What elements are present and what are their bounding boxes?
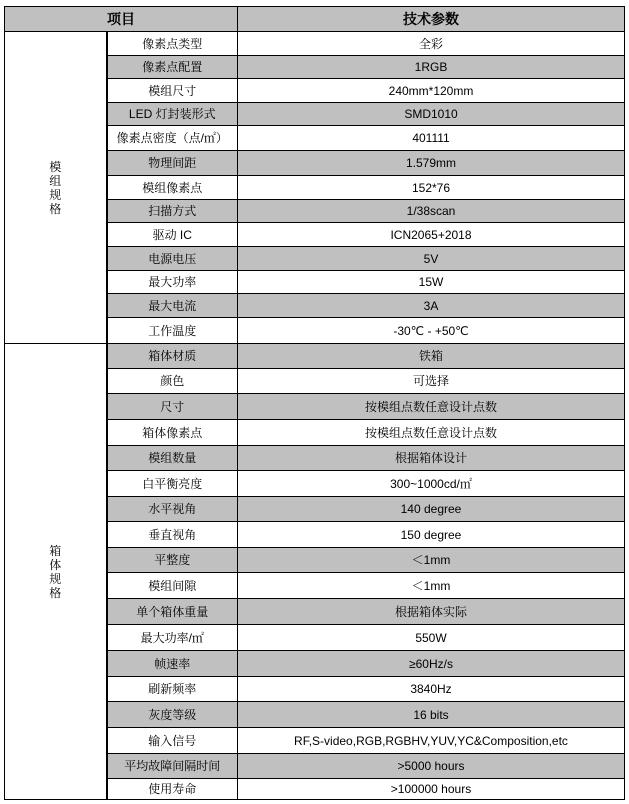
row-label: 工作温度 xyxy=(107,318,238,344)
row-label: 颜色 xyxy=(107,369,238,394)
row-label: 像素点类型 xyxy=(107,32,238,56)
row-label: 模组数量 xyxy=(107,446,238,471)
row-label: 帧速率 xyxy=(107,651,238,677)
row-value: 按模组点数任意设计点数 xyxy=(238,420,625,446)
row-value: 1/38scan xyxy=(238,200,625,223)
row-label: 箱体像素点 xyxy=(107,420,238,446)
row-value: 401111 xyxy=(238,126,625,151)
row-value: ＜1mm xyxy=(238,573,625,599)
row-value: ≥60Hz/s xyxy=(238,651,625,677)
row-value: 152*76 xyxy=(238,176,625,200)
row-value: ICN2065+2018 xyxy=(238,223,625,247)
row-label: 最大电流 xyxy=(107,294,238,318)
row-value: ＜1mm xyxy=(238,548,625,573)
row-label: 最大功率 xyxy=(107,271,238,294)
row-label: 最大功率/㎡ xyxy=(107,625,238,651)
row-value: 5V xyxy=(238,247,625,271)
row-value: -30℃ - +50℃ xyxy=(238,318,625,344)
table-header-row xyxy=(5,7,625,32)
row-label: 像素点密度（点/㎡） xyxy=(107,126,238,151)
row-value: 150 degree xyxy=(238,522,625,548)
row-label: 灰度等级 xyxy=(107,702,238,728)
section-title xyxy=(5,344,107,800)
row-label: 箱体材质 xyxy=(107,344,238,369)
row-label: 垂直视角 xyxy=(107,522,238,548)
row-value: SMD1010 xyxy=(238,103,625,126)
row-value: 550W xyxy=(238,625,625,651)
row-label: 模组尺寸 xyxy=(107,79,238,103)
row-value: RF,S-video,RGB,RGBHV,YUV,YC&Composition,etc xyxy=(238,728,625,754)
row-value: 16 bits xyxy=(238,702,625,728)
row-value: 铁箱 xyxy=(238,344,625,369)
row-label: 模组像素点 xyxy=(107,176,238,200)
row-label: 尺寸 xyxy=(107,394,238,420)
row-value: 根据箱体设计 xyxy=(238,446,625,471)
section-title-text: 箱体规格 xyxy=(49,543,62,600)
row-label: 模组间隙 xyxy=(107,573,238,599)
row-value: 可选择 xyxy=(238,369,625,394)
row-label: LED 灯封装形式 xyxy=(107,103,238,126)
header-item: 项目 xyxy=(5,7,238,32)
row-label: 电源电压 xyxy=(107,247,238,271)
row-label: 单个箱体重量 xyxy=(107,599,238,625)
row-value: >100000 hours xyxy=(238,779,625,800)
row-label: 水平视角 xyxy=(107,497,238,522)
table-row xyxy=(5,344,625,369)
section-title xyxy=(5,32,107,344)
row-label: 扫描方式 xyxy=(107,200,238,223)
row-value: 3A xyxy=(238,294,625,318)
table-row xyxy=(5,32,625,56)
section-title-text: 模组规格 xyxy=(49,159,62,216)
row-value: 240mm*120mm xyxy=(238,79,625,103)
row-value: 1RGB xyxy=(238,56,625,79)
row-value: 3840Hz xyxy=(238,677,625,702)
row-label: 平均故障间隔时间 xyxy=(107,754,238,779)
row-label: 白平衡亮度 xyxy=(107,471,238,497)
row-label: 平整度 xyxy=(107,548,238,573)
row-label: 驱动 IC xyxy=(107,223,238,247)
row-value: 根据箱体实际 xyxy=(238,599,625,625)
row-value: 全彩 xyxy=(238,32,625,56)
row-label: 像素点配置 xyxy=(107,56,238,79)
row-label: 使用寿命 xyxy=(107,779,238,800)
row-value: 140 degree xyxy=(238,497,625,522)
spec-table xyxy=(4,6,625,800)
row-value: 300~1000cd/㎡ xyxy=(238,471,625,497)
row-label: 刷新频率 xyxy=(107,677,238,702)
row-label: 输入信号 xyxy=(107,728,238,754)
row-value: 15W xyxy=(238,271,625,294)
row-label: 物理间距 xyxy=(107,151,238,176)
row-value: >5000 hours xyxy=(238,754,625,779)
header-params: 技术参数 xyxy=(238,7,625,32)
row-value: 1.579mm xyxy=(238,151,625,176)
row-value: 按模组点数任意设计点数 xyxy=(238,394,625,420)
